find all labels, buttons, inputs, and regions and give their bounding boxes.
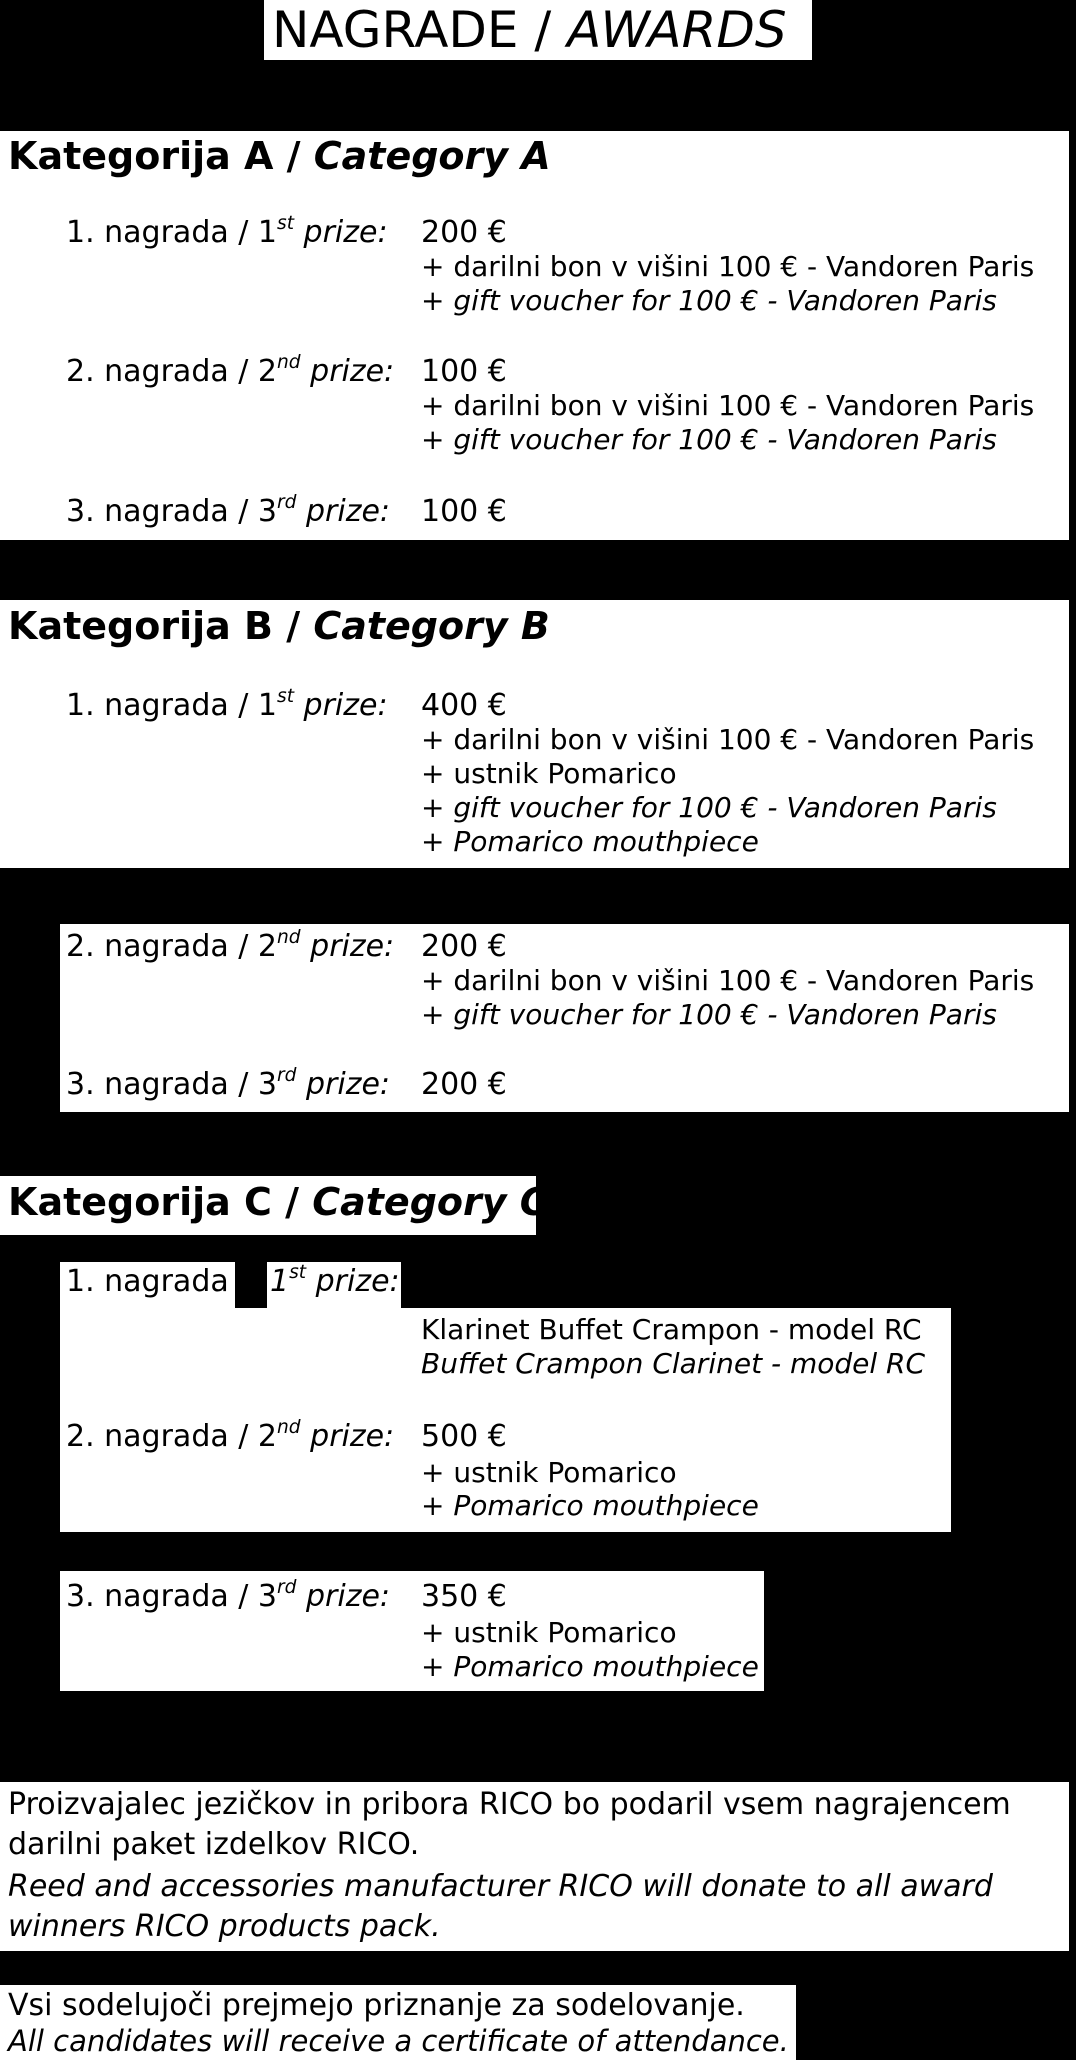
prize-word: prize:	[306, 1264, 400, 1299]
category-a-sl: Kategorija A	[8, 134, 274, 178]
category-b-sep: /	[272, 604, 314, 648]
prize-label: 2. nagrada / 2	[66, 929, 278, 964]
cat-c-prize-2-mouthpiece-en: + Pomarico mouthpiece	[421, 1489, 759, 1522]
cat-b-prize-1-mouthpiece-en: + Pomarico mouthpiece	[421, 825, 759, 858]
attendance-note-en: All candidates will receive a certificate of attendance.	[8, 2024, 789, 2058]
cat-a-prize-1-voucher-sl: + darilni bon v višini 100 € - Vandoren Paris	[421, 250, 1035, 283]
prize-ordinal: rd	[277, 491, 297, 513]
prize-label: 2. nagrada / 2	[66, 354, 278, 389]
title-sep: /	[518, 1, 568, 59]
category-a-heading	[8, 134, 551, 178]
cat-c-prize-2-label	[66, 1416, 395, 1455]
cat-b-prize-3-amount: 200 €	[421, 1067, 507, 1102]
cat-a-prize-2-amount: 100 €	[421, 354, 507, 389]
category-b-heading	[8, 604, 550, 648]
prize-word: prize:	[294, 688, 388, 723]
category-a-sep: /	[273, 134, 314, 178]
prize-number: 1	[270, 1264, 290, 1299]
prize-label: 1. nagrada / 1	[66, 688, 278, 723]
cat-b-prize-3-label	[66, 1064, 391, 1103]
cat-a-prize-2-voucher-sl: + darilni bon v višini 100 € - Vandoren Paris	[421, 389, 1035, 422]
rico-note-en-line-1: Reed and accessories manufacturer RICO will donate to all award	[8, 1869, 993, 1904]
prize-ordinal: st	[289, 1261, 307, 1283]
prize-word: prize:	[296, 1067, 391, 1102]
prize-label: 3. nagrada / 3	[66, 1579, 278, 1614]
cat-a-prize-1-voucher-en: + gift voucher for 100 € - Vandoren Paris	[421, 284, 997, 317]
cat-c-prize-1-clarinet-en: Buffet Crampon Clarinet - model RC	[421, 1347, 926, 1380]
cat-b-prize-2-label	[66, 926, 395, 965]
cat-a-prize-1-amount: 200 €	[421, 215, 507, 250]
prize-label: 3. nagrada / 3	[66, 494, 278, 529]
category-b-en: Category B	[313, 604, 550, 648]
rico-note-en-line-2: winners RICO products pack.	[8, 1909, 441, 1944]
cat-c-prize-1-label-sl: 1. nagrada	[66, 1264, 229, 1299]
title-en: AWARDS	[567, 1, 787, 59]
cat-c-prize-1-clarinet-sl: Klarinet Buffet Crampon - model RC	[421, 1313, 922, 1346]
rico-note-sl-line-1: Proizvajalec jezičkov in pribora RICO bo podaril vsem nagrajencem	[8, 1787, 1011, 1822]
prize-label: 1. nagrada / 1	[66, 215, 278, 250]
cat-a-prize-1-label	[66, 212, 388, 251]
prize-word: prize:	[300, 1419, 395, 1454]
prize-word: prize:	[300, 354, 395, 389]
prize-ordinal: nd	[277, 351, 301, 373]
title-sl: NAGRADE	[272, 1, 519, 59]
category-a-en: Category A	[313, 134, 551, 178]
cat-b-prize-2-voucher-en: + gift voucher for 100 € - Vandoren Paris	[421, 998, 997, 1031]
cat-c-prize-3-mouthpiece-en: + Pomarico mouthpiece	[421, 1650, 759, 1683]
prize-word: prize:	[296, 1579, 391, 1614]
cat-c-prize-3-label	[66, 1576, 391, 1615]
prize-label: 3. nagrada / 3	[66, 1067, 278, 1102]
category-c-en: Category C	[312, 1180, 548, 1224]
cat-b-prize-2-amount: 200 €	[421, 929, 507, 964]
category-c-heading	[8, 1180, 548, 1224]
cat-c-prize-2-amount: 500 €	[421, 1419, 507, 1454]
cat-c-prize-2-mouthpiece-sl: + ustnik Pomarico	[421, 1456, 677, 1489]
cat-a-prize-3-label	[66, 491, 391, 530]
prize-ordinal: st	[277, 212, 294, 234]
cat-a-prize-2-label	[66, 351, 395, 390]
prize-ordinal: nd	[277, 1416, 301, 1438]
cat-b-prize-1-voucher-en: + gift voucher for 100 € - Vandoren Paris	[421, 791, 997, 824]
category-c-sl: Kategorija C	[8, 1180, 272, 1224]
prize-word: prize:	[294, 215, 388, 250]
page-title	[272, 3, 787, 57]
prize-word: prize:	[300, 929, 395, 964]
cat-c-prize-1-label-en	[270, 1261, 400, 1300]
rico-note-sl-line-2: darilni paket izdelkov RICO.	[8, 1827, 420, 1862]
cat-c-prize-3-amount: 350 €	[421, 1579, 507, 1614]
cat-b-prize-1-mouthpiece-sl: + ustnik Pomarico	[421, 757, 677, 790]
prize-ordinal: nd	[277, 926, 301, 948]
cat-b-prize-1-amount: 400 €	[421, 688, 507, 723]
cat-b-prize-1-label	[66, 685, 388, 724]
category-b-sl: Kategorija B	[8, 604, 273, 648]
cat-a-prize-2-voucher-en: + gift voucher for 100 € - Vandoren Paris	[421, 423, 997, 456]
cat-a-prize-3-amount: 100 €	[421, 494, 507, 529]
cat-c-prize-3-mouthpiece-sl: + ustnik Pomarico	[421, 1616, 677, 1649]
cat-b-prize-2-voucher-sl: + darilni bon v višini 100 € - Vandoren Paris	[421, 964, 1035, 997]
category-c-sep: /	[271, 1180, 313, 1224]
prize-ordinal: rd	[277, 1064, 297, 1086]
category-a-box	[0, 131, 1069, 540]
prize-ordinal: rd	[277, 1576, 297, 1598]
attendance-note-sl: Vsi sodelujoči prejmejo priznanje za sodelovanje.	[8, 1988, 745, 2023]
prize-label: 2. nagrada / 2	[66, 1419, 278, 1454]
prize-ordinal: st	[277, 685, 294, 707]
prize-word: prize:	[296, 494, 391, 529]
cat-b-prize-1-voucher-sl: + darilni bon v višini 100 € - Vandoren Paris	[421, 723, 1035, 756]
